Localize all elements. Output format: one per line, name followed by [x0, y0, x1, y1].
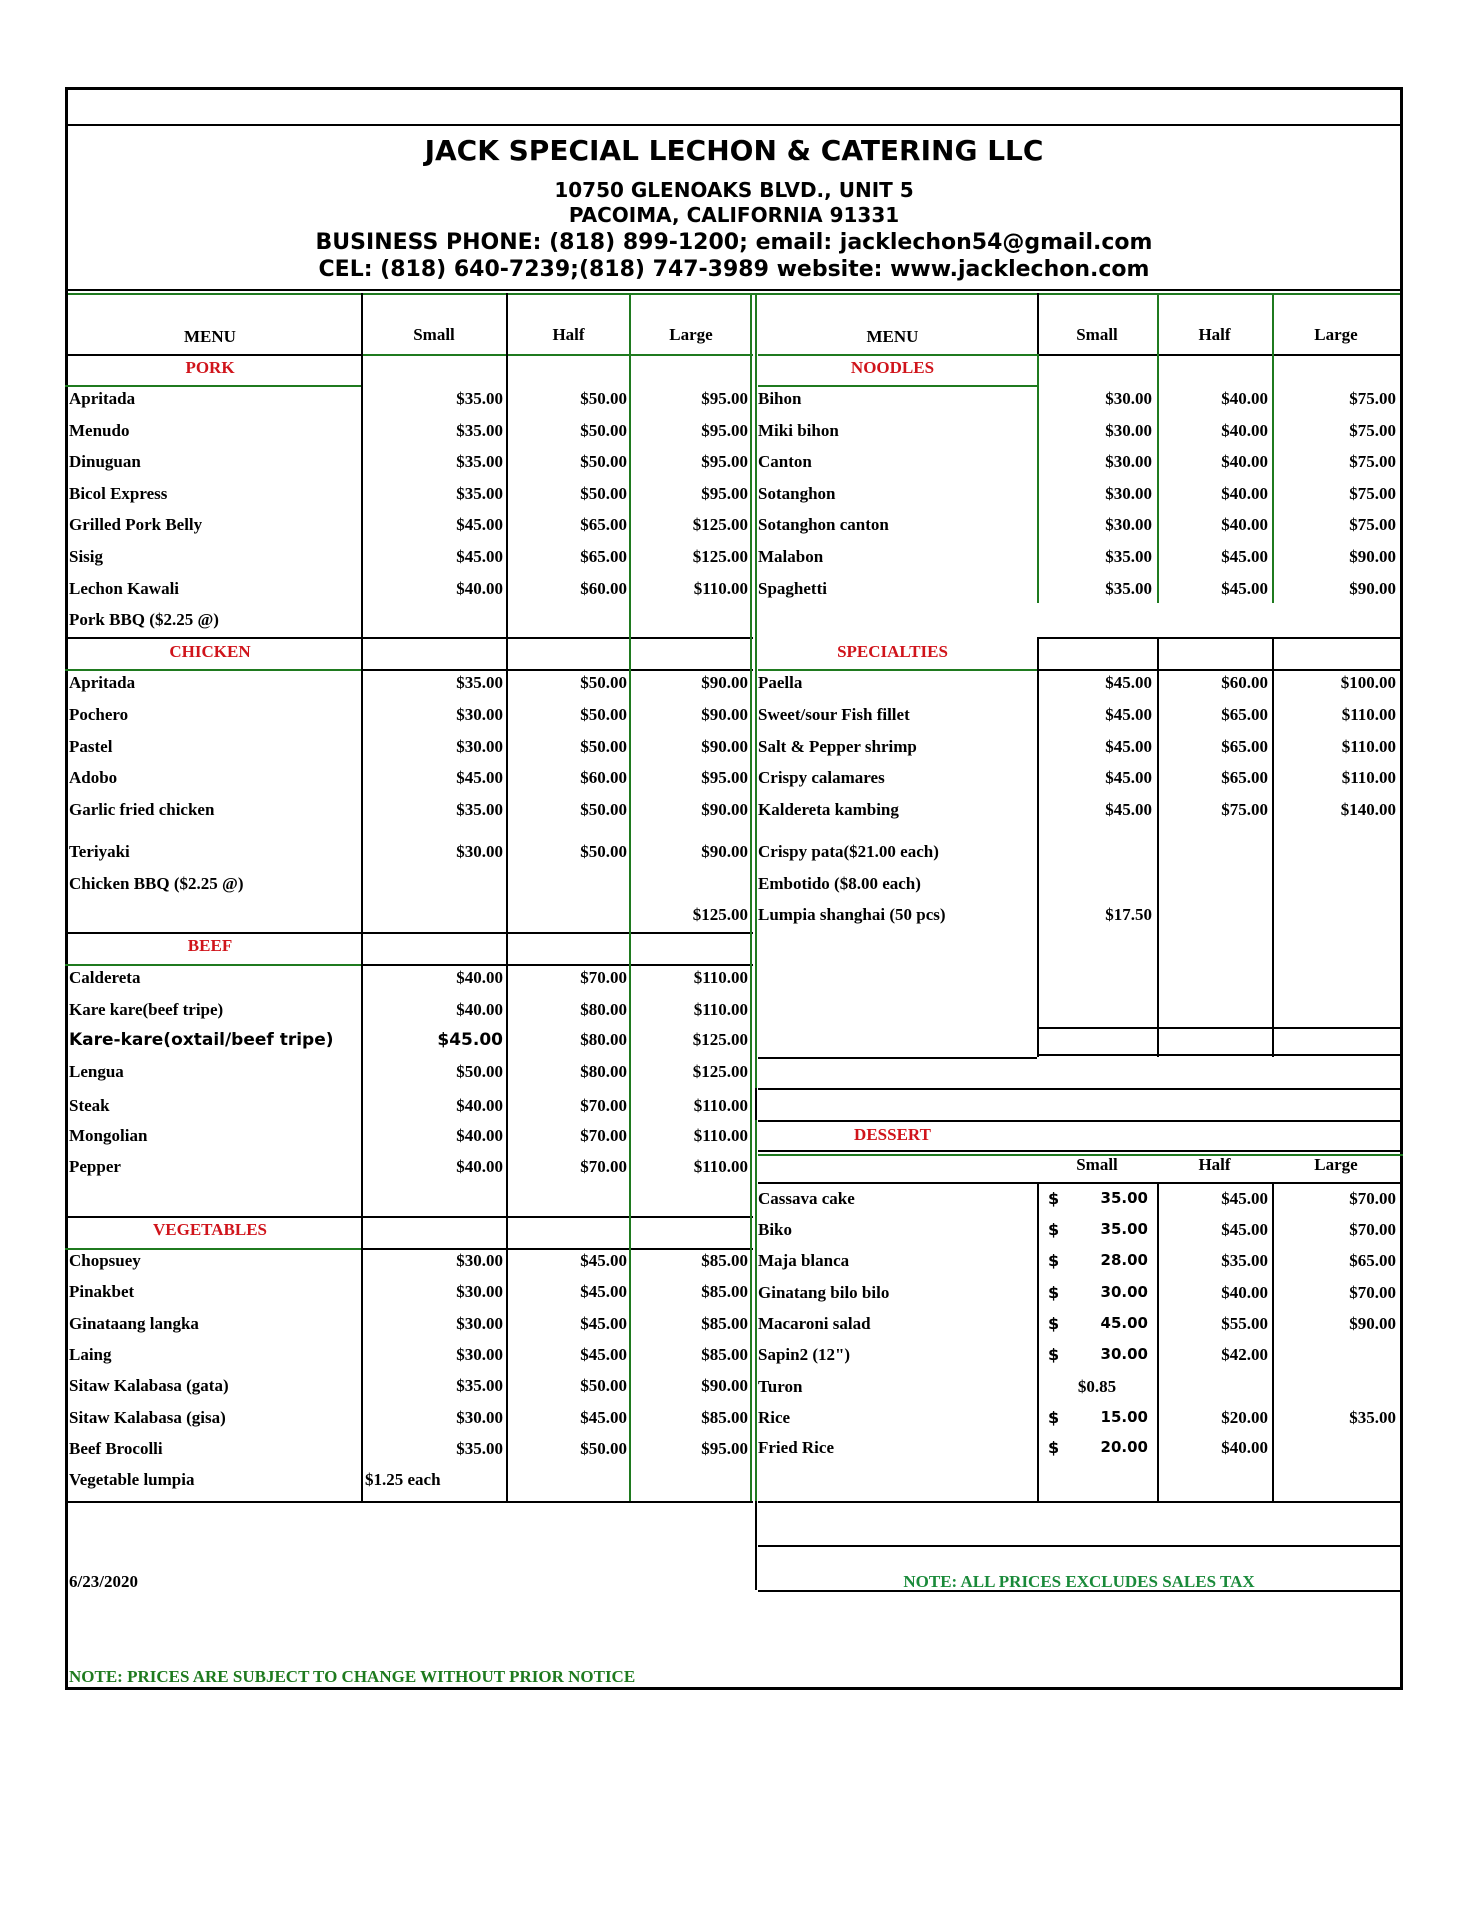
rule-line	[1157, 293, 1159, 603]
specialties-item-name: Sweet/sour Fish fillet	[758, 705, 910, 724]
pork-item-name: Bicol Express	[69, 484, 168, 503]
dessert-item-name: Ginatang bilo bilo	[758, 1283, 890, 1302]
vegetables-item-name: Beef Brocolli	[69, 1439, 163, 1458]
footer-tax-note: NOTE: ALL PRICES EXCLUDES SALES TAX	[903, 1572, 1255, 1591]
rule-line	[65, 1501, 753, 1503]
vegetables-item-large: $85.00	[701, 1251, 748, 1270]
right-col-small: Small	[1076, 325, 1118, 344]
pork-item-name: Dinuguan	[69, 452, 141, 471]
vegetables-item-small: $30.00	[456, 1251, 503, 1270]
rule-line	[755, 1501, 757, 1590]
dessert-item-large: $35.00	[1349, 1408, 1396, 1427]
rule-line	[758, 1154, 1403, 1156]
right-col-menu: MENU	[866, 327, 919, 346]
chicken-item-large: $125.00	[692, 905, 748, 924]
specialties-item-small: $45.00	[1105, 737, 1152, 756]
beef-item-small: $40.00	[456, 1157, 503, 1176]
rule-line	[65, 932, 753, 934]
dessert-item-large: $70.00	[1349, 1189, 1396, 1208]
noodles-item-name: Malabon	[758, 547, 824, 566]
chicken-item-name: Garlic fried chicken	[69, 800, 215, 819]
section-vegetables: VEGETABLES	[152, 1220, 267, 1239]
chicken-item-small: $30.00	[456, 842, 503, 861]
noodles-item-half: $40.00	[1221, 421, 1268, 440]
beef-item-large: $125.00	[692, 1030, 748, 1049]
pork-item-large: $95.00	[701, 484, 748, 503]
rule-line	[361, 293, 363, 354]
rule-line	[750, 293, 752, 1501]
dessert-item-small: 28.00	[1100, 1251, 1148, 1269]
beef-item-small: $45.00	[437, 1030, 503, 1050]
specialties-item-large: $110.00	[1341, 737, 1396, 756]
vegetables-item-name: Laing	[69, 1345, 112, 1364]
rule-line	[758, 1150, 1403, 1152]
noodles-item-half: $40.00	[1221, 484, 1268, 503]
rule-line	[758, 1182, 1403, 1184]
dessert-item-name: Cassava cake	[758, 1189, 855, 1208]
pork-item-small: $45.00	[456, 515, 503, 534]
rule-line	[758, 1545, 1403, 1547]
pork-item-half: $65.00	[580, 515, 627, 534]
noodles-item-half: $45.00	[1221, 579, 1268, 598]
rule-line	[1272, 1182, 1274, 1502]
noodles-item-large: $75.00	[1349, 421, 1396, 440]
noodles-item-large: $75.00	[1349, 389, 1396, 408]
noodles-item-half: $40.00	[1221, 452, 1268, 471]
vegetables-item-small: $35.00	[456, 1376, 503, 1395]
vegetables-item-half: $45.00	[580, 1282, 627, 1301]
chicken-item-name: Pochero	[69, 705, 129, 724]
dessert-item-currency: $	[1048, 1220, 1060, 1239]
rule-line	[758, 1057, 1037, 1059]
noodles-item-small: $30.00	[1105, 389, 1152, 408]
rule-line	[1037, 669, 1403, 671]
vegetables-item-small: $35.00	[456, 1439, 503, 1458]
dessert-item-large: $90.00	[1349, 1314, 1396, 1333]
vegetables-item-large: $95.00	[701, 1439, 748, 1458]
noodles-item-name: Miki bihon	[758, 421, 839, 440]
rule-line	[361, 1248, 753, 1250]
dessert-item-half: $42.00	[1221, 1345, 1268, 1364]
pork-item-small: $35.00	[456, 452, 503, 471]
beef-item-half: $80.00	[580, 1030, 627, 1049]
rule-line	[65, 964, 361, 966]
specialties-item-half: $65.00	[1221, 737, 1268, 756]
pork-item-small: $45.00	[456, 547, 503, 566]
rule-line	[1037, 1027, 1403, 1029]
noodles-item-name: Sotanghon canton	[758, 515, 889, 534]
specialties-item-large: $110.00	[1341, 705, 1396, 724]
beef-item-large: $110.00	[693, 968, 748, 987]
dessert-item-name: Biko	[758, 1220, 793, 1239]
beef-item-half: $80.00	[580, 1062, 627, 1081]
vegetables-item-half: $45.00	[580, 1345, 627, 1364]
specialties-item-name: Kaldereta kambing	[758, 800, 899, 819]
pork-item-large: $95.00	[701, 389, 748, 408]
dessert-item-small: $0.85	[1077, 1377, 1117, 1396]
noodles-item-name: Bihon	[758, 389, 802, 408]
beef-item-small: $40.00	[456, 1126, 503, 1145]
beef-item-small: $40.00	[456, 968, 503, 987]
beef-item-name: Pepper	[69, 1157, 121, 1176]
rule-line	[65, 354, 361, 356]
specialties-item-half: $60.00	[1221, 673, 1268, 692]
specialties-item-half: $65.00	[1221, 705, 1268, 724]
vegetables-item-large: $85.00	[701, 1282, 748, 1301]
pork-item-half: $60.00	[580, 579, 627, 598]
dessert-item-name: Rice	[758, 1408, 791, 1427]
dessert-item-small: 20.00	[1100, 1438, 1148, 1456]
specialties-item-small: $45.00	[1105, 768, 1152, 787]
rule-line	[361, 293, 363, 1501]
vegetables-item-half: $50.00	[580, 1439, 627, 1458]
chicken-item-half: $60.00	[580, 768, 627, 787]
noodles-item-small: $30.00	[1105, 452, 1152, 471]
dessert-item-small: 15.00	[1100, 1408, 1148, 1426]
vegetables-item-name: Sitaw Kalabasa (gata)	[69, 1376, 229, 1395]
beef-item-name: Kare-kare(oxtail/beef tripe)	[69, 1030, 334, 1050]
rule-line	[361, 669, 753, 671]
noodles-item-name: Sotanghon	[758, 484, 836, 503]
dessert-item-half: $35.00	[1221, 1251, 1268, 1270]
vegetables-item-large: $85.00	[701, 1408, 748, 1427]
pork-item-large: $125.00	[692, 547, 748, 566]
dessert-item-large: $70.00	[1349, 1283, 1396, 1302]
vegetables-item-large: $85.00	[701, 1314, 748, 1333]
chicken-item-half: $50.00	[580, 673, 627, 692]
pork-item-large: $110.00	[693, 579, 748, 598]
rule-line	[506, 293, 508, 1501]
noodles-item-small: $30.00	[1105, 515, 1152, 534]
dessert-item-name: Fried Rice	[758, 1438, 834, 1457]
chicken-item-large: $90.00	[701, 705, 748, 724]
pork-item-name: Lechon Kawali	[69, 579, 180, 598]
dessert-item-half: $20.00	[1221, 1408, 1268, 1427]
specialties-item-half: $75.00	[1221, 800, 1268, 819]
beef-item-large: $110.00	[693, 1157, 748, 1176]
specialties-item-small: $45.00	[1105, 800, 1152, 819]
pork-item-half: $50.00	[580, 484, 627, 503]
pork-item-half: $50.00	[580, 389, 627, 408]
beef-item-half: $70.00	[580, 968, 627, 987]
dessert-item-small: 35.00	[1100, 1189, 1148, 1207]
rule-line	[758, 1590, 1403, 1592]
rule-line	[758, 1088, 1403, 1090]
vegetables-item-half: $50.00	[580, 1376, 627, 1395]
chicken-item-name: Pastel	[69, 737, 113, 756]
beef-item-half: $70.00	[580, 1126, 627, 1145]
noodles-item-half: $40.00	[1221, 515, 1268, 534]
vegetables-item-name: Ginataang langka	[69, 1314, 199, 1333]
noodles-item-large: $90.00	[1349, 547, 1396, 566]
specialties-item-name: Crispy pata($21.00 each)	[758, 842, 939, 861]
chicken-item-small: $45.00	[456, 768, 503, 787]
rule-line	[65, 385, 361, 387]
dessert-item-small: 35.00	[1100, 1220, 1148, 1238]
specialties-item-small: $45.00	[1105, 705, 1152, 724]
rule-line	[1037, 1182, 1039, 1502]
rule-line	[1037, 293, 1039, 354]
company-name: JACK SPECIAL LECHON & CATERING LLC	[424, 134, 1044, 167]
section-pork: PORK	[185, 358, 235, 377]
rule-line	[1272, 293, 1274, 603]
right-col-half: Half	[1198, 325, 1231, 344]
vegetables-item-small: $1.25 each	[365, 1470, 441, 1489]
vegetables-item-name: Chopsuey	[69, 1251, 141, 1270]
beef-item-name: Steak	[69, 1096, 110, 1115]
dessert-item-currency: $	[1048, 1251, 1060, 1270]
noodles-item-half: $45.00	[1221, 547, 1268, 566]
rule-line	[1037, 1054, 1403, 1056]
section-beef: BEEF	[187, 936, 233, 955]
beef-item-large: $110.00	[693, 1126, 748, 1145]
dessert-item-half: $45.00	[1221, 1189, 1268, 1208]
vegetables-item-half: $45.00	[580, 1251, 627, 1270]
beef-item-large: $125.00	[692, 1062, 748, 1081]
pork-item-name: Menudo	[69, 421, 130, 440]
chicken-item-half: $50.00	[580, 705, 627, 724]
noodles-item-half: $40.00	[1221, 389, 1268, 408]
dessert-item-name: Turon	[758, 1377, 803, 1396]
chicken-item-small: $30.00	[456, 737, 503, 756]
dessert-item-small: 30.00	[1100, 1345, 1148, 1363]
rule-line	[1037, 637, 1039, 1057]
vegetables-item-small: $30.00	[456, 1314, 503, 1333]
beef-item-name: Lengua	[69, 1062, 124, 1081]
chicken-item-name: Teriyaki	[69, 842, 130, 861]
pork-item-half: $50.00	[580, 452, 627, 471]
specialties-item-large: $140.00	[1340, 800, 1396, 819]
dessert-col-small: Small	[1076, 1155, 1118, 1174]
chicken-item-large: $95.00	[701, 768, 748, 787]
noodles-item-large: $75.00	[1349, 515, 1396, 534]
chicken-item-half: $50.00	[580, 842, 627, 861]
rule-line	[1400, 1501, 1402, 1590]
specialties-item-small: $17.50	[1105, 905, 1152, 924]
chicken-item-small: $30.00	[456, 705, 503, 724]
vegetables-item-half: $45.00	[580, 1408, 627, 1427]
left-col-menu: MENU	[184, 327, 236, 346]
dessert-item-currency: $	[1048, 1314, 1060, 1333]
vegetables-item-small: $30.00	[456, 1345, 503, 1364]
contact-line-1: BUSINESS PHONE: (818) 899-1200; email: jacklechon54@gmail.com	[315, 230, 1153, 255]
chicken-item-large: $90.00	[701, 842, 748, 861]
rule-line	[65, 669, 361, 671]
section-noodles: NOODLES	[850, 358, 935, 377]
chicken-item-name: Adobo	[69, 768, 118, 787]
pork-item-large: $95.00	[701, 421, 748, 440]
left-col-small: Small	[413, 325, 455, 344]
section-chicken: CHICKEN	[169, 642, 251, 661]
pork-item-name: Apritada	[69, 389, 136, 408]
rule-line	[758, 1120, 1403, 1122]
dessert-item-half: $40.00	[1221, 1283, 1268, 1302]
dessert-item-name: Macaroni salad	[758, 1314, 871, 1333]
chicken-item-name: Chicken BBQ ($2.25 @)	[69, 874, 244, 893]
specialties-item-half: $65.00	[1221, 768, 1268, 787]
footer-change-note: NOTE: PRICES ARE SUBJECT TO CHANGE WITHOUT PRIOR NOTICE	[69, 1667, 636, 1686]
dessert-item-large: $65.00	[1349, 1251, 1396, 1270]
vegetables-item-name: Sitaw Kalabasa (gisa)	[69, 1408, 226, 1427]
pork-item-small: $35.00	[456, 421, 503, 440]
dessert-col-half: Half	[1198, 1155, 1231, 1174]
rule-line	[755, 293, 757, 1501]
specialties-item-name: Crispy calamares	[758, 768, 885, 787]
section-dessert: DESSERT	[854, 1125, 931, 1144]
chicken-item-large: $90.00	[701, 673, 748, 692]
specialties-item-name: Salt & Pepper shrimp	[758, 737, 917, 756]
rule-line	[755, 1088, 757, 1120]
noodles-item-small: $35.00	[1105, 547, 1152, 566]
rule-line	[629, 293, 631, 1501]
left-col-large: Large	[669, 325, 713, 344]
noodles-item-large: $90.00	[1349, 579, 1396, 598]
noodles-item-small: $30.00	[1105, 484, 1152, 503]
pork-item-name: Pork BBQ ($2.25 @)	[69, 610, 219, 629]
beef-item-small: $40.00	[456, 1096, 503, 1115]
specialties-item-small: $45.00	[1105, 673, 1152, 692]
specialties-item-large: $100.00	[1340, 673, 1396, 692]
dessert-item-currency: $	[1048, 1283, 1060, 1302]
dessert-item-currency: $	[1048, 1345, 1060, 1364]
pork-item-name: Sisig	[69, 547, 104, 566]
vegetables-item-half: $45.00	[580, 1314, 627, 1333]
vegetables-item-small: $30.00	[456, 1408, 503, 1427]
dessert-item-currency: $	[1048, 1408, 1060, 1427]
pork-item-small: $35.00	[456, 389, 503, 408]
pork-item-small: $40.00	[456, 579, 503, 598]
address-line-1: 10750 GLENOAKS BLVD., UNIT 5	[554, 178, 914, 202]
beef-item-large: $110.00	[693, 1000, 748, 1019]
noodles-item-name: Spaghetti	[758, 579, 827, 598]
rule-line	[65, 1248, 361, 1250]
beef-item-name: Caldereta	[69, 968, 141, 987]
specialties-item-large: $110.00	[1341, 768, 1396, 787]
beef-item-large: $110.00	[693, 1096, 748, 1115]
dessert-item-name: Maja blanca	[758, 1251, 850, 1270]
noodles-item-small: $35.00	[1105, 579, 1152, 598]
vegetables-item-small: $30.00	[456, 1282, 503, 1301]
dessert-item-half: $55.00	[1221, 1314, 1268, 1333]
dessert-item-currency: $	[1048, 1438, 1060, 1457]
beef-item-half: $70.00	[580, 1096, 627, 1115]
beef-item-small: $50.00	[456, 1062, 503, 1081]
noodles-item-name: Canton	[758, 452, 812, 471]
beef-item-small: $40.00	[456, 1000, 503, 1019]
vegetables-item-name: Pinakbet	[69, 1282, 135, 1301]
rule-line	[65, 637, 753, 639]
pork-item-large: $95.00	[701, 452, 748, 471]
dessert-item-small: 45.00	[1100, 1314, 1148, 1332]
specialties-item-name: Lumpia shanghai (50 pcs)	[758, 905, 946, 924]
beef-item-half: $80.00	[580, 1000, 627, 1019]
specialties-item-name: Paella	[758, 673, 803, 692]
pork-item-large: $125.00	[692, 515, 748, 534]
chicken-item-half: $50.00	[580, 737, 627, 756]
noodles-item-small: $30.00	[1105, 421, 1152, 440]
beef-item-name: Mongolian	[69, 1126, 148, 1145]
rule-line	[1037, 354, 1403, 356]
pork-item-small: $35.00	[456, 484, 503, 503]
rule-line	[758, 669, 1037, 671]
chicken-item-small: $35.00	[456, 673, 503, 692]
pork-item-name: Grilled Pork Belly	[69, 515, 203, 534]
rule-line	[758, 385, 1037, 387]
chicken-item-name: Apritada	[69, 673, 136, 692]
dessert-item-small: 30.00	[1100, 1283, 1148, 1301]
beef-item-half: $70.00	[580, 1157, 627, 1176]
dessert-item-large: $70.00	[1349, 1220, 1396, 1239]
chicken-item-large: $90.00	[701, 737, 748, 756]
contact-line-2: CEL: (818) 640-7239;(818) 747-3989 website: www.jacklechon.com	[318, 257, 1150, 282]
rule-line	[1157, 637, 1159, 1057]
rule-line	[361, 964, 753, 966]
right-col-large: Large	[1314, 325, 1358, 344]
dessert-item-half: $40.00	[1221, 1438, 1268, 1457]
chicken-item-small: $35.00	[456, 800, 503, 819]
vegetables-item-large: $90.00	[701, 1376, 748, 1395]
rule-line	[65, 1216, 753, 1218]
vegetables-item-large: $85.00	[701, 1345, 748, 1364]
address-line-2: PACOIMA, CALIFORNIA 91331	[568, 203, 900, 227]
dessert-item-name: Sapin2 (12")	[758, 1345, 851, 1364]
chicken-item-half: $50.00	[580, 800, 627, 819]
left-col-half: Half	[552, 325, 585, 344]
noodles-item-large: $75.00	[1349, 452, 1396, 471]
dessert-item-half: $45.00	[1221, 1220, 1268, 1239]
noodles-item-large: $75.00	[1349, 484, 1396, 503]
rule-line	[758, 354, 1037, 356]
vegetables-item-name: Vegetable lumpia	[69, 1470, 195, 1489]
section-specialties: SPECIALTIES	[837, 642, 948, 661]
specialties-item-name: Embotido ($8.00 each)	[758, 874, 921, 893]
rule-line	[1037, 637, 1403, 639]
rule-line	[1157, 1182, 1159, 1502]
chicken-item-large: $90.00	[701, 800, 748, 819]
rule-line	[1272, 637, 1274, 1057]
rule-line	[758, 1501, 1403, 1503]
pork-item-half: $50.00	[580, 421, 627, 440]
dessert-col-large: Large	[1314, 1155, 1358, 1174]
footer-date: 6/23/2020	[69, 1572, 138, 1591]
rule-line	[361, 354, 753, 356]
dessert-item-currency: $	[1048, 1189, 1060, 1208]
beef-item-name: Kare kare(beef tripe)	[69, 1000, 224, 1019]
pork-item-half: $65.00	[580, 547, 627, 566]
